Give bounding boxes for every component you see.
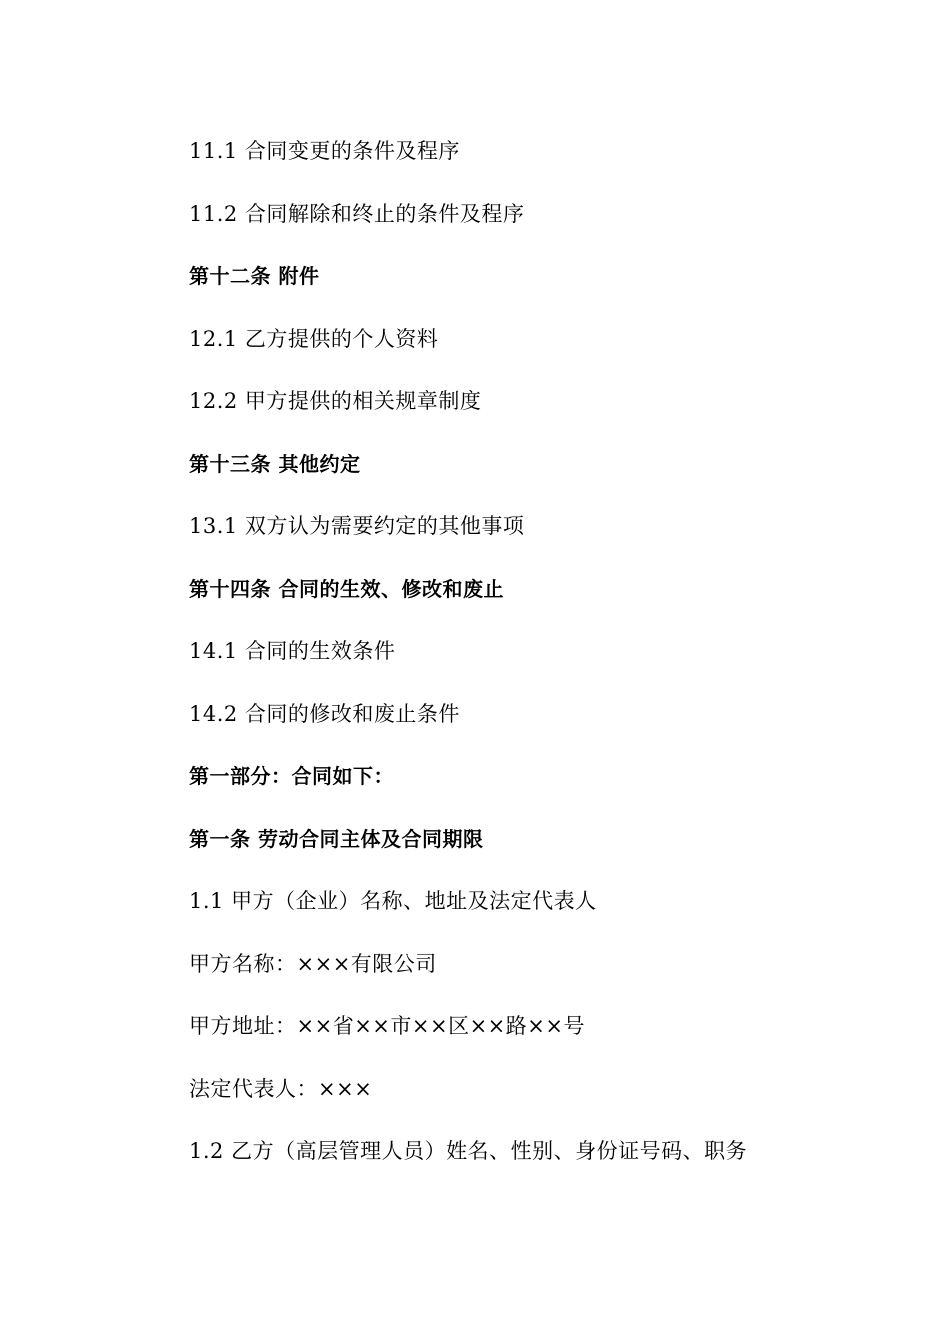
article-1-heading: 第一条 劳动合同主体及合同期限	[189, 826, 484, 851]
article-12-heading: 第十二条 附件	[189, 264, 320, 288]
clause-13-1: 13.1 双方认为需要约定的其他事项	[189, 514, 525, 538]
clause-1-1: 1.1 甲方（企业）名称、地址及法定代表人	[189, 889, 597, 913]
document-body	[189, 131, 889, 1194]
clause-1-2: 1.2 乙方（高层管理人员）姓名、性别、身份证号码、职务	[189, 1139, 748, 1163]
clause-12-2: 12.2 甲方提供的相关规章制度	[189, 389, 482, 413]
legal-representative: 法定代表人：×××	[189, 1076, 373, 1101]
clause-14-2: 14.2 合同的修改和废止条件	[189, 701, 460, 726]
article-14-heading: 第十四条 合同的生效、修改和废止	[189, 576, 504, 601]
clause-12-1: 12.1 乙方提供的个人资料	[189, 326, 439, 351]
part-1-heading: 第一部分：合同如下：	[189, 764, 394, 788]
party-a-name: 甲方名称：×××有限公司	[189, 951, 437, 976]
clause-11-2: 11.2 合同解除和终止的条件及程序	[189, 201, 525, 226]
party-a-address: 甲方地址：××省××市××区××路××号	[189, 1014, 585, 1038]
clause-14-1: 14.1 合同的生效条件	[189, 639, 396, 663]
article-13-heading: 第十三条 其他约定	[189, 451, 361, 476]
clause-11-1: 11.1 合同变更的条件及程序	[189, 139, 460, 163]
